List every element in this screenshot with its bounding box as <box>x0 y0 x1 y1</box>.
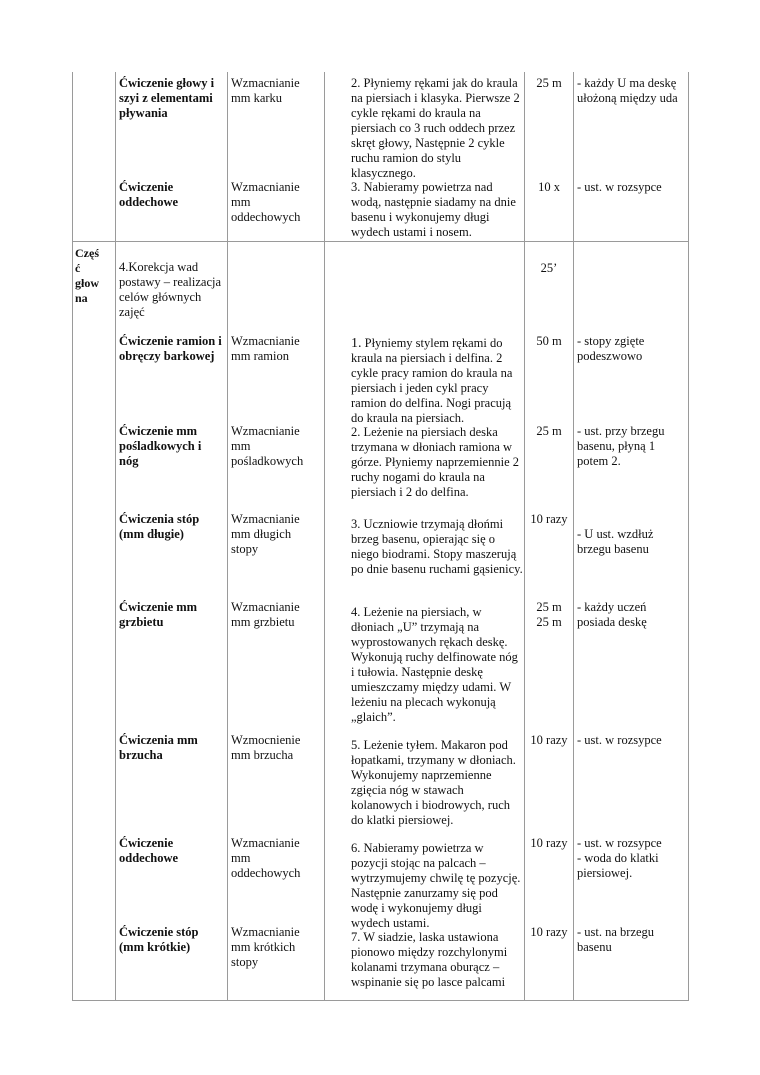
exercise-notes: - każdy uczeń posiada deskę <box>577 600 647 629</box>
exercise-purpose: Wzmacnianie mm oddechowych <box>231 836 301 880</box>
exercise-name: Ćwiczenia mm brzucha <box>119 733 198 762</box>
exercise-name: Ćwiczenie oddechowe <box>119 836 179 865</box>
table-border-col4 <box>524 72 525 1001</box>
exercise-notes: - U ust. wzdłuż brzegu basenu <box>577 527 654 556</box>
exercise-notes-2: - woda do klatki piersiowej. <box>577 851 659 880</box>
description-number: 1. <box>351 336 362 351</box>
exercise-purpose: Wzmocnienie mm brzucha <box>231 733 301 762</box>
exercise-name: Ćwiczenie głowy i szyi z elementami pływania <box>119 76 215 120</box>
exercise-notes: - ust. w rozsypce <box>577 836 662 850</box>
exercise-dose: 10 razy <box>530 925 568 939</box>
exercise-purpose: Wzmacnianie mm karku <box>231 76 300 105</box>
exercise-description: 4. Leżenie na piersiach, w dłoniach „U” trzymają na wyprostowanych rękach deskę. Wykonują ruchy delfinowate nóg i tułowia. Następnie deskę umieszczamy między udami. W leżeniu na plecach wykonują „glaich”. <box>351 605 518 724</box>
exercise-dose-2: 25 m <box>536 615 562 629</box>
table-border-right <box>688 72 689 1001</box>
exercise-notes: - ust. w rozsypce <box>577 733 662 747</box>
description-text: Płyniemy stylem rękami do kraula na piersiach i delfina. 2 cykle pracy ramion do kraula na piersiach i jeden cykl pracy ramion do delfina. Nogi pracują do kraula na piersiach. <box>351 336 513 425</box>
exercise-dose: 50 m <box>536 334 562 348</box>
table-border-left <box>72 72 73 1001</box>
exercise-dose: 10 razy <box>530 836 568 850</box>
table-border-col3 <box>324 72 325 1001</box>
exercise-purpose: Wzmacnianie mm ramion <box>231 334 300 363</box>
exercise-description: 3. Nabieramy powietrza nad wodą, następnie siadamy na dnie basenu i wykonujemy długi wydech ustami i nosem. <box>351 180 516 239</box>
exercise-description: 2. Płyniemy rękami jak do kraula na piersiach i klasyka. Pierwsze 2 cykle rękami do kraula na piersiach co 3 ruch oddech przez skręt głowy, Następnie 2 cykle ruchu ramion do stylu klasycznego. <box>351 76 520 180</box>
exercise-purpose: Wzmacnianie mm długich stopy <box>231 512 300 556</box>
table-border-bottom <box>72 1000 689 1001</box>
exercise-notes: - ust. na brzegu basenu <box>577 925 655 954</box>
exercise-notes: - ust. przy brzegu basenu, płyną 1 potem 2. <box>577 424 665 468</box>
section-goal: 4.Korekcja wad postawy – realizacja celów głównych zajęć <box>119 260 222 319</box>
exercise-name: Ćwiczenie mm grzbietu <box>119 600 198 629</box>
section-duration: 25’ <box>540 261 558 275</box>
table-border-col2 <box>227 72 228 1001</box>
exercise-dose: 25 m <box>536 424 562 438</box>
exercise-notes: - ust. w rozsypce <box>577 180 662 194</box>
exercise-description: 5. Leżenie tyłem. Makaron pod łopatkami, trzymany w dłoniach. Wykonujemy naprzemienne zgięcia nóg w stawach kolanowych i biodrowych, ruch do klatki piersiowej. <box>351 738 516 827</box>
exercise-description: 3. Uczniowie trzymają dłońmi brzeg basenu, opierając się o niego biodrami. Stopy maszerują po dnie basenu ruchami gąsienicy. <box>351 517 523 576</box>
exercise-notes: - stopy zgięte podeszwowo <box>577 334 645 363</box>
exercise-dose: 10 razy <box>530 512 568 526</box>
exercise-dose: 25 m <box>536 600 562 614</box>
exercise-name: Ćwiczenie stóp (mm krótkie) <box>119 925 199 954</box>
exercise-description: 6. Nabieramy powietrza w pozycji stojąc na palcach – wytrzymujemy chwilę tę pozycję. Następnie zanurzamy się pod wodę i wykonujemy długi wydech ustami. <box>351 841 521 930</box>
exercise-purpose: Wzmacnianie mm pośladkowych <box>231 424 304 468</box>
exercise-purpose: Wzmacnianie mm oddechowych <box>231 180 301 224</box>
exercise-dose: 10 razy <box>530 733 568 747</box>
exercise-dose: 25 m <box>536 76 562 90</box>
exercise-name: Ćwiczenie mm pośladkowych i nóg <box>119 424 202 468</box>
exercise-purpose: Wzmacnianie mm grzbietu <box>231 600 300 629</box>
exercise-purpose: Wzmacnianie mm krótkich stopy <box>231 925 300 969</box>
exercise-description: 2. Leżenie na piersiach deska trzymana w dłoniach ramiona w górze. Płyniemy naprzemiennie 2 ruchy nogami do kraula na piersiach i 2 do delfina. <box>351 425 519 499</box>
table-border-col5 <box>573 72 574 1001</box>
exercise-name: Ćwiczenia stóp (mm długie) <box>119 512 200 541</box>
exercise-dose: 10 x <box>538 180 560 194</box>
exercise-description: 7. W siadzie, laska ustawiona pionowo między rozchylonymi kolanami trzymana oburącz – wspinanie się po lasce palcami <box>351 930 508 989</box>
exercise-name: Ćwiczenie oddechowe <box>119 180 179 209</box>
table-row-divider <box>72 241 689 242</box>
table-border-col1 <box>115 72 116 1001</box>
lesson-section-label: Częś ć głow na <box>75 246 99 305</box>
exercise-name: Ćwiczenie ramion i obręczy barkowej <box>119 334 222 363</box>
exercise-notes: - każdy U ma deskę ułożoną między uda <box>577 76 678 105</box>
exercise-description <box>351 336 523 426</box>
